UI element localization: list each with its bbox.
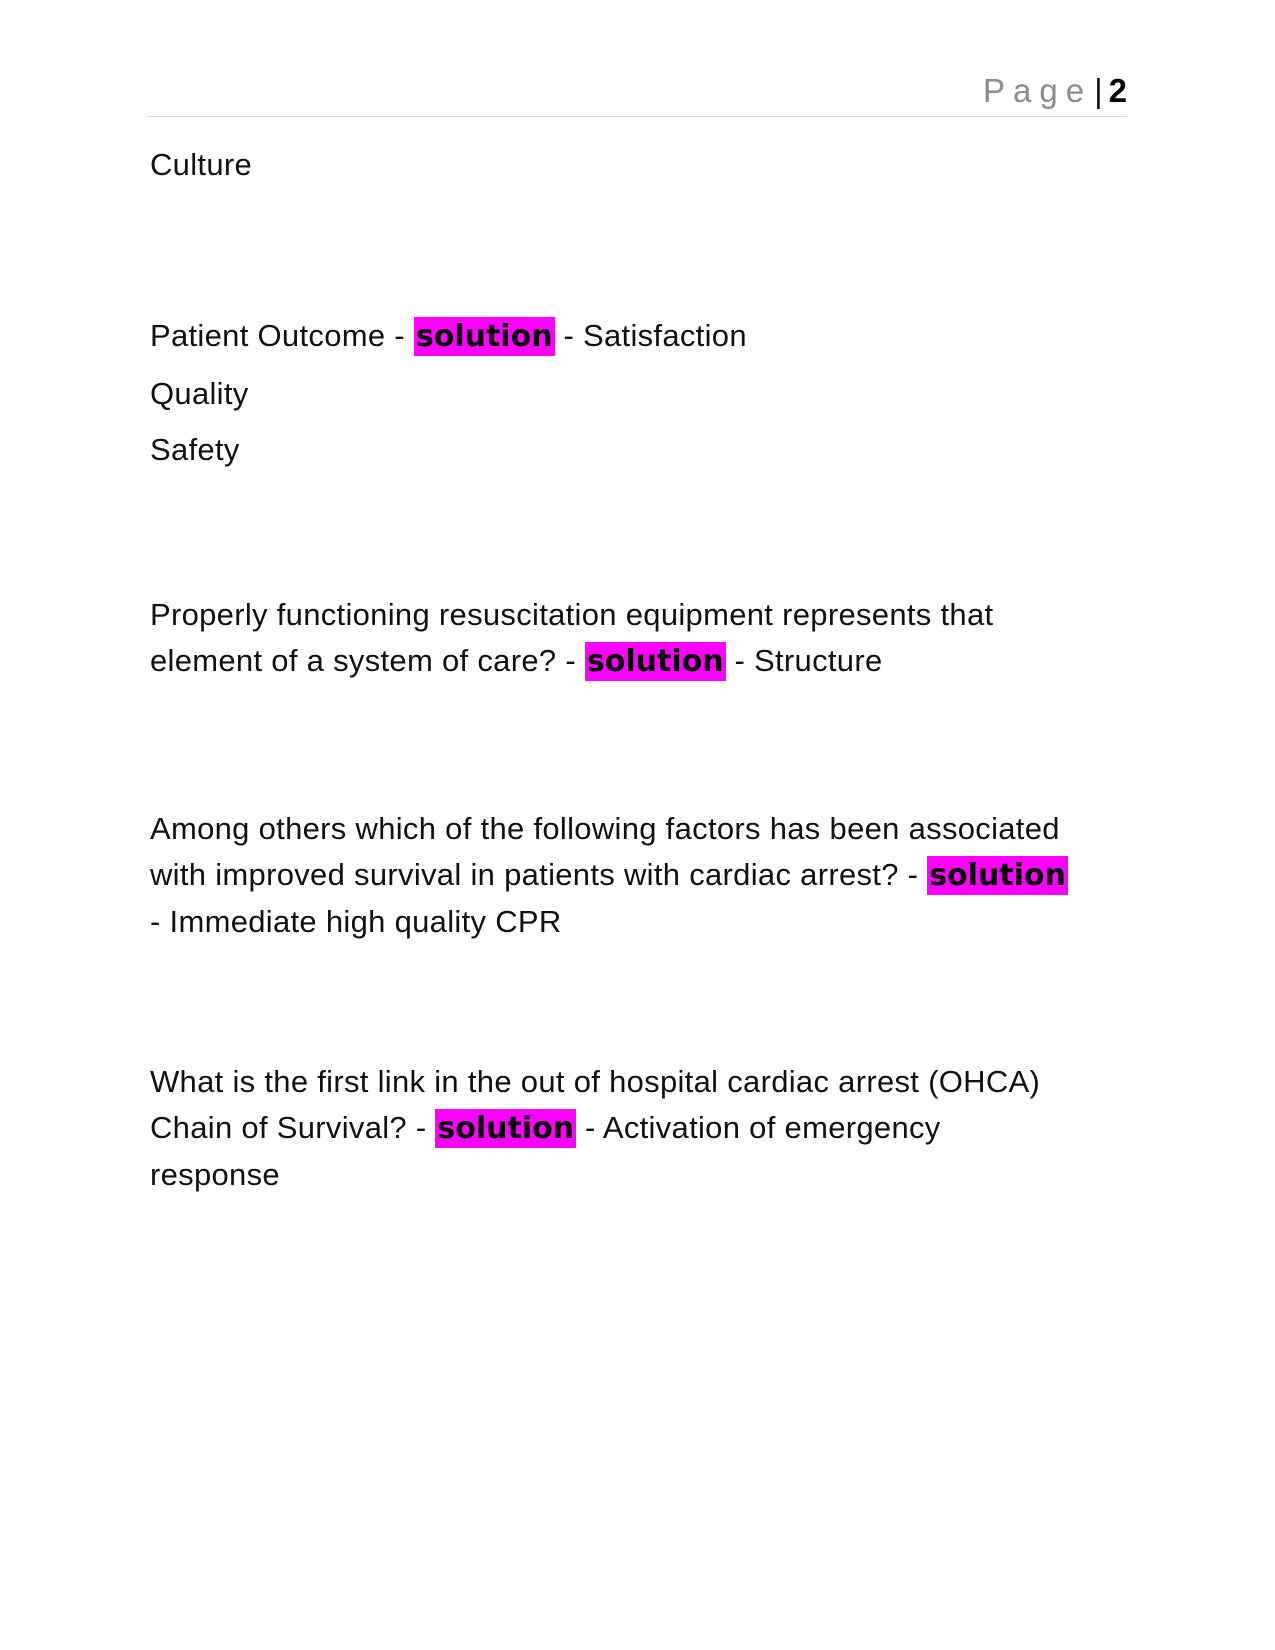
page-label [983,74,1127,107]
page-header [147,70,1127,117]
question-text: Patient Outcome - [150,318,414,353]
question-text: with improved survival in patients with cardiac arrest? - [150,857,928,892]
question-line [150,1105,1130,1152]
question-patient-outcome [150,313,1130,360]
answer-text-continued: response [150,1157,280,1192]
question-text: element of a system of care? - [150,643,585,678]
question-equipment [150,592,1130,685]
solution-highlight: solution [586,644,724,679]
question-line [150,313,1130,360]
page-separator: | [1094,72,1103,109]
answer-line-quality: Quality [150,376,249,411]
question-chain-of-survival [150,1059,1130,1198]
answer-text: - Structure [725,643,883,678]
culture-line: Culture [150,147,253,182]
solution-highlight: solution [929,858,1066,893]
question-line [150,638,1130,685]
question-line: Properly functioning resuscitation equipment represents that [150,597,994,632]
question-survival-factors [150,806,1130,945]
page-number: 2 [1108,72,1127,109]
page-word: Page [982,72,1093,109]
question-line: Among others which of the following factors has been associated [150,811,1060,846]
question-line [150,852,1130,899]
answer-text: - Immediate high quality CPR [150,904,562,939]
question-line: What is the first link in the out of hospital cardiac arrest (OHCA) [150,1064,1041,1099]
solution-highlight: solution [415,319,553,354]
solution-highlight: solution [437,1111,575,1146]
answer-text: - Activation of emergency [576,1110,941,1145]
answer-line-safety: Safety [150,432,240,467]
question-text: Chain of Survival? - [150,1110,436,1145]
answer-text: - Satisfaction [554,318,747,353]
